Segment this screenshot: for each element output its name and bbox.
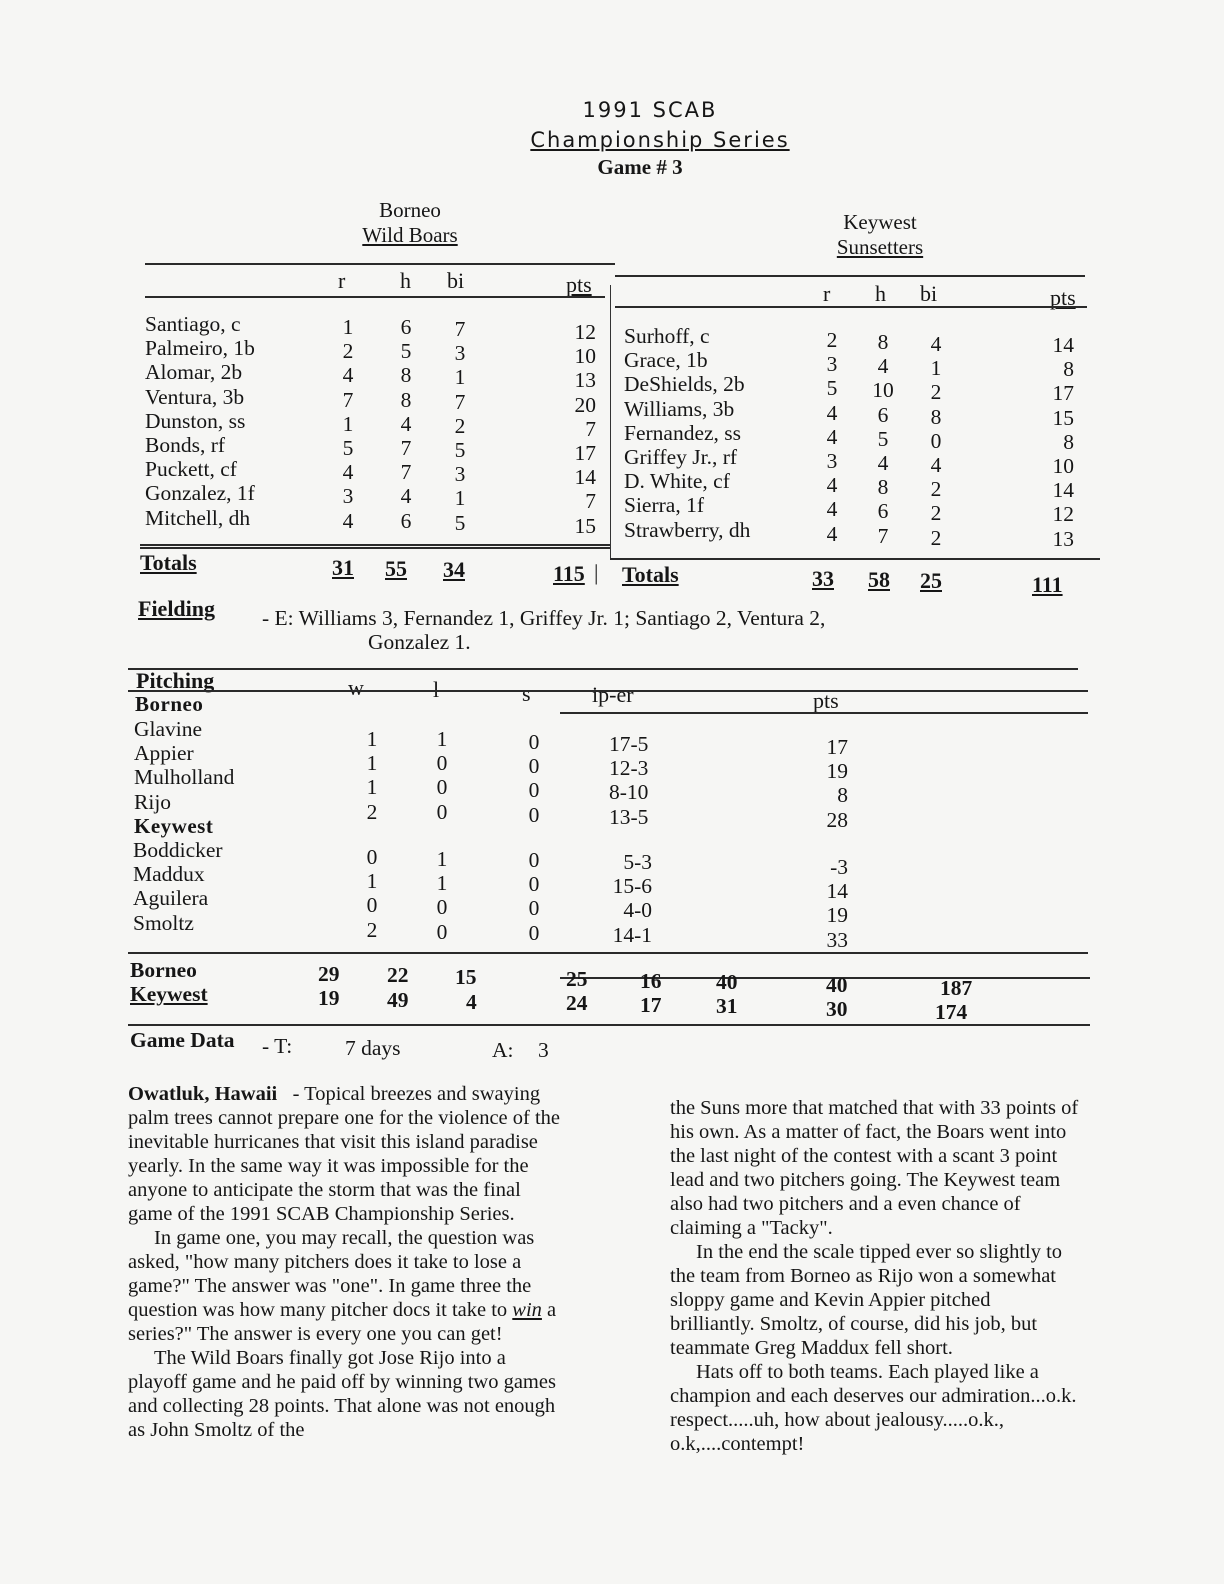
col-header-bi: bi bbox=[920, 281, 938, 306]
game-number: Game # 3 bbox=[597, 155, 683, 179]
borneo-totals-label: Totals bbox=[140, 550, 197, 575]
title-line-1: 1991 SCAB bbox=[582, 98, 718, 122]
title-line-2: Championship Series bbox=[530, 128, 790, 152]
borneo-total-pts: 115 bbox=[553, 561, 585, 586]
story-dateline: Owatluk, Hawaii bbox=[128, 1083, 278, 1105]
table-row: Dunston, ss bbox=[145, 408, 246, 433]
borneo-losses: 1 0 0 0 bbox=[436, 727, 448, 824]
summary-team-keywest: Keywest bbox=[130, 982, 208, 1006]
story-paragraph: Owatluk, Hawaii - Topical breezes and swaying palm trees cannot prepare one for the violence of the inevitable hurricanes that visit this island paradise yearly. In the same way it was impossible for the anyone to anticipate the storm that was the final game of the 1991 SCAB Championship Series. bbox=[128, 1083, 561, 1225]
col-header-bi: bi bbox=[447, 268, 465, 293]
summary-cell: 4 bbox=[466, 990, 477, 1014]
table-row: Glavine bbox=[134, 717, 203, 741]
column-divider bbox=[610, 285, 611, 560]
rule bbox=[145, 296, 605, 298]
keywest-hits: 8 4 10 6 5 4 8 6 7 bbox=[872, 330, 894, 548]
rule bbox=[145, 263, 615, 265]
table-row: Santiago, c bbox=[145, 312, 241, 336]
keywest-runs: 2 3 5 4 4 3 4 4 4 bbox=[826, 328, 838, 546]
table-row: Gonzalez, 1f bbox=[145, 481, 255, 506]
rule bbox=[128, 668, 1078, 670]
borneo-wins: 1 1 1 2 bbox=[366, 727, 378, 824]
rule bbox=[615, 306, 1087, 308]
game-time-value: 7 days bbox=[345, 1036, 401, 1060]
fielding-text: - E: Williams 3, Fernandez 1, Griffey Jr. 1; Santiago 2, Ventura 2, bbox=[262, 606, 826, 630]
pitching-label: Pitching bbox=[136, 668, 215, 693]
table-row: Maddux bbox=[133, 862, 205, 887]
summary-cell: 29 bbox=[318, 962, 340, 986]
summary-cell: 22 bbox=[387, 963, 409, 987]
borneo-runs: 1 2 4 7 1 5 4 3 4 bbox=[342, 315, 354, 533]
summary-cell: 40 bbox=[716, 970, 738, 994]
summary-cell: 24 bbox=[566, 991, 588, 1015]
summary-cell: 187 bbox=[940, 976, 973, 1000]
col-header-l: l bbox=[433, 677, 440, 702]
keywest-total-r: 33 bbox=[812, 566, 834, 591]
story-paragraph: In game one, you may recall, the question was asked, "how many pitchers does it take to lose a game?" The answer was "one". In game three the question was how many pitcher docs it take to win a series?" The answer is every one you can get! bbox=[128, 1227, 557, 1345]
borneo-ip-er: 17-5 12-3 8-10 13-5 bbox=[609, 732, 649, 829]
attendance-value: 3 bbox=[538, 1038, 549, 1062]
col-header-w: w bbox=[348, 675, 364, 700]
keywest-totals-label: Totals bbox=[622, 562, 679, 587]
table-row: Alomar, 2b bbox=[145, 360, 243, 385]
table-row: Palmeiro, 1b bbox=[145, 336, 255, 361]
col-header-r: r bbox=[823, 281, 831, 306]
rule bbox=[128, 952, 1088, 954]
story-column-right bbox=[670, 1096, 1080, 1456]
borneo-total-r: 31 bbox=[332, 555, 354, 580]
fielding-label: Fielding bbox=[138, 596, 216, 621]
summary-team-borneo: Borneo bbox=[130, 958, 197, 982]
table-row: Aguilera bbox=[133, 886, 209, 911]
borneo-pitch-points: 17 19 8 28 bbox=[826, 735, 848, 832]
table-row: Bonds, rf bbox=[145, 432, 226, 457]
pitching-team-keywest: Keywest bbox=[134, 814, 214, 838]
table-row: Smoltz bbox=[133, 910, 194, 935]
rule bbox=[560, 712, 1088, 714]
attendance-label: A: bbox=[492, 1038, 514, 1062]
summary-cell: 40 bbox=[826, 973, 848, 997]
home-team-name: Borneo Wild Boars bbox=[362, 198, 458, 247]
table-row: Boddicker bbox=[133, 838, 223, 862]
keywest-total-bi: 25 bbox=[920, 568, 942, 593]
away-team-name: Keywest Sunsetters bbox=[836, 210, 924, 259]
story-column-left bbox=[128, 1082, 566, 1442]
keywest-saves: 0 0 0 0 bbox=[528, 848, 540, 945]
borneo-player-names bbox=[145, 312, 335, 530]
col-header-pts: pts bbox=[1050, 285, 1076, 310]
borneo-total-bi: 34 bbox=[443, 557, 465, 582]
rule bbox=[615, 275, 1085, 277]
rule bbox=[610, 558, 1100, 560]
keywest-total-h: 58 bbox=[868, 567, 890, 592]
summary-cell: 49 bbox=[387, 988, 409, 1012]
table-row: D. White, cf bbox=[624, 469, 730, 494]
col-header-r: r bbox=[338, 268, 346, 293]
keywest-ip-er: 5-3 15-6 4-0 14-1 bbox=[612, 850, 652, 947]
borneo-saves: 0 0 0 0 bbox=[528, 730, 540, 827]
story-emphasis: win bbox=[512, 1299, 542, 1321]
summary-cell: 16 bbox=[640, 969, 662, 993]
story-paragraph: In the end the scale tipped ever so slightly to the team from Borneo as Rijo won a somewhat sloppy game and Kevin Appier pitched brilliantly. Smoltz, of course, did his job, but teammate Greg Maddux fell short. bbox=[670, 1241, 1063, 1359]
summary-cell: 30 bbox=[826, 997, 848, 1021]
col-header-iper: ip-er bbox=[592, 682, 634, 707]
table-row: Grace, 1b bbox=[624, 348, 708, 373]
summary-cell: 174 bbox=[935, 1000, 968, 1024]
rule bbox=[140, 544, 610, 546]
col-header-s: s bbox=[522, 681, 531, 706]
fielding-text-cont: Gonzalez 1. bbox=[368, 630, 471, 654]
table-row: Fernandez, ss bbox=[624, 420, 742, 445]
col-header-pts: pts bbox=[566, 272, 592, 297]
divider-bar: | bbox=[594, 560, 599, 585]
summary-cell: 19 bbox=[318, 986, 340, 1010]
story-paragraph: the Suns more that matched that with 33 points of his own. As a matter of fact, the Boars went into the last night of the contest with a scant 3 point lead and two pitchers going. The Keywest team also had two pitchers and a even chance of claiming a "Tacky". bbox=[670, 1097, 1079, 1239]
table-row: Appier bbox=[134, 741, 194, 766]
keywest-rbi: 4 1 2 8 0 4 2 2 2 bbox=[930, 332, 942, 550]
keywest-wins: 0 1 0 2 bbox=[366, 845, 378, 942]
summary-cell: 31 bbox=[716, 994, 738, 1018]
rule bbox=[140, 547, 610, 549]
pitching-team-borneo: Borneo bbox=[135, 692, 204, 716]
keywest-pitcher-names bbox=[133, 838, 283, 935]
table-row: Ventura, 3b bbox=[145, 384, 245, 409]
table-row: Rijo bbox=[134, 789, 172, 814]
col-header-h: h bbox=[875, 281, 886, 306]
table-row: Mitchell, dh bbox=[145, 505, 251, 530]
keywest-pitch-points: -3 14 19 33 bbox=[826, 855, 848, 952]
borneo-total-h: 55 bbox=[385, 556, 407, 581]
story-paragraph: Hats off to both teams. Each played like a champion and each deserves our admiration...o.k. respect.....uh, how about jealousy.....o.k., o.k,....contempt! bbox=[670, 1361, 1077, 1455]
table-row: Griffey Jr., rf bbox=[624, 444, 738, 469]
borneo-rbi: 7 3 1 7 2 5 3 1 5 bbox=[454, 317, 466, 535]
game-data-label: Game Data bbox=[130, 1028, 235, 1052]
summary-cell: 17 bbox=[640, 993, 662, 1017]
game-time-label: - T: bbox=[262, 1034, 293, 1058]
table-row: Williams, 3b bbox=[624, 396, 735, 421]
table-row: Surhoff, c bbox=[624, 324, 710, 348]
table-row: Sierra, 1f bbox=[624, 493, 704, 518]
table-row: Mulholland bbox=[134, 765, 235, 790]
col-header-pitch-pts: pts bbox=[813, 688, 839, 713]
table-row: Puckett, cf bbox=[145, 457, 237, 482]
keywest-points: 14 8 17 15 8 10 14 12 13 bbox=[1052, 333, 1074, 551]
borneo-hits: 6 5 8 8 4 7 7 4 6 bbox=[400, 315, 412, 533]
borneo-pitcher-names bbox=[134, 717, 284, 814]
borneo-points: 12 10 13 20 7 17 14 7 15 bbox=[574, 320, 596, 538]
table-row: Strawberry, dh bbox=[624, 517, 751, 542]
table-row: DeShields, 2b bbox=[624, 372, 745, 397]
keywest-total-pts: 111 bbox=[1032, 572, 1063, 597]
keywest-losses: 1 1 0 0 bbox=[436, 847, 448, 944]
summary-cell: 25 bbox=[566, 967, 588, 991]
story-paragraph: The Wild Boars finally got Jose Rijo into a playoff game and he paid off by winning two games and collecting 28 points. That alone was not enough as John Smoltz of the bbox=[128, 1347, 556, 1441]
col-header-h: h bbox=[400, 268, 411, 293]
summary-cell: 15 bbox=[455, 965, 477, 989]
rule bbox=[128, 1024, 1090, 1026]
keywest-player-names bbox=[624, 324, 814, 542]
rule bbox=[128, 690, 1088, 692]
